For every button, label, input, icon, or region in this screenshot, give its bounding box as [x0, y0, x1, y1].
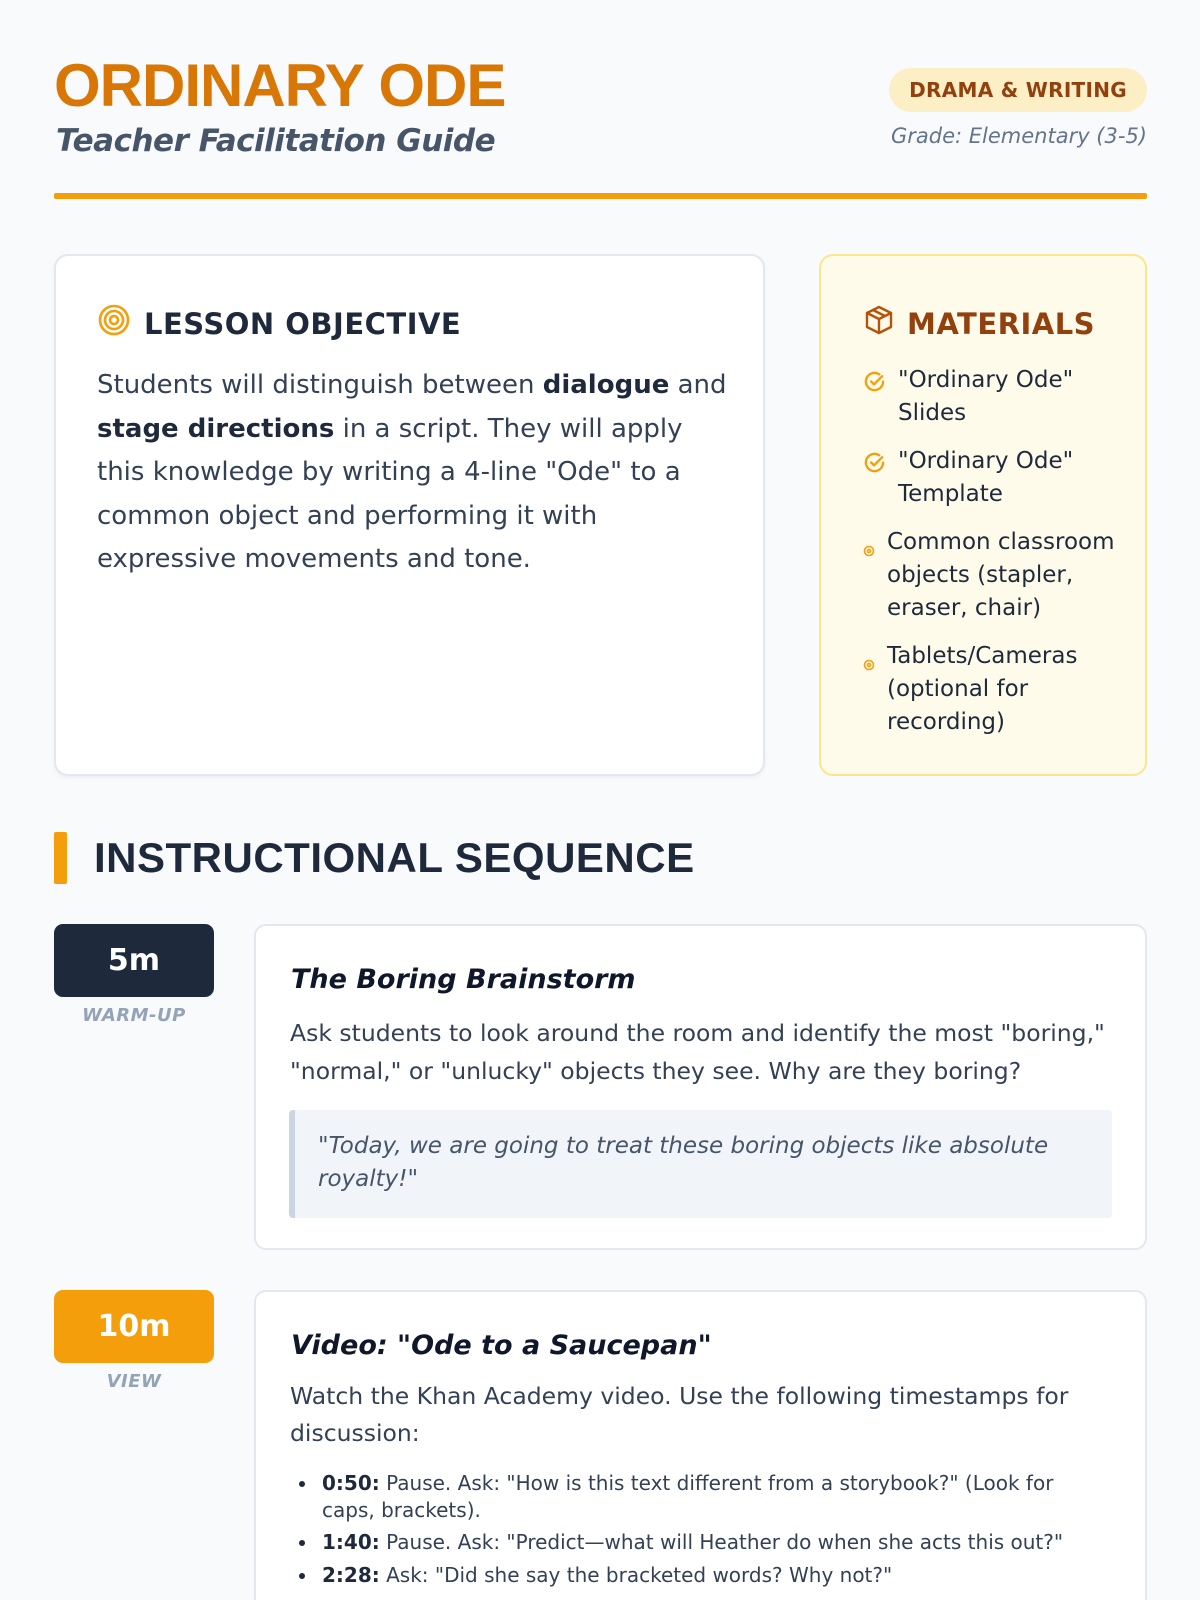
materials-item-label: "Ordinary Ode" Slides [898, 367, 1074, 426]
timestamp-item [296, 1529, 1096, 1556]
step-description: Watch the Khan Academy video. Use the following timestamps for discussion: [290, 1382, 1069, 1447]
materials-heading: MATERIALS [907, 306, 1096, 341]
page-subtitle: Teacher Facilitation Guide [56, 123, 496, 159]
page-title: ORDINARY ODE [54, 52, 506, 119]
objective-term-stage-directions: stage directions [97, 413, 335, 444]
step-phase-label: VIEW [106, 1371, 162, 1392]
subject-badge: DRAMA & WRITING [889, 68, 1147, 112]
target-icon [98, 304, 130, 343]
materials-item-label: "Ordinary Ode" Template [898, 448, 1074, 507]
materials-item [863, 640, 1133, 739]
step-title: The Boring Brainstorm [291, 964, 636, 995]
teacher-quote: "Today, we are going to treat these boring objects like absolute royalty!" [289, 1110, 1112, 1218]
timestamp: 1:40: [322, 1530, 380, 1554]
timestamp-item [296, 1470, 1096, 1523]
circle-bullet-icon [863, 648, 875, 681]
objective-card [54, 254, 765, 776]
timestamp-text: Ask: "Did she say the bracketed words? Why not?" [379, 1562, 893, 1587]
objective-text-part: in a script. They will apply this knowledge by writing a 4-line "Ode" to a common object and performing it with expressive movements and tone. [97, 413, 683, 574]
timestamp: 2:28: [322, 1562, 380, 1587]
circle-bullet-icon [863, 534, 875, 567]
materials-item-label: Tablets/Cameras (optional for recording) [887, 643, 1078, 735]
step-title: Video: "Ode to a Saucepan" [291, 1330, 712, 1361]
materials-item [863, 445, 1133, 511]
step-card [254, 924, 1147, 1250]
timestamp-text: Pause. Ask: "Predict—what will Heather do when she acts this out?" [379, 1530, 1064, 1554]
check-circle-icon [863, 451, 886, 484]
materials-item [863, 526, 1133, 625]
grade-level: Grade: Elementary (3-5) [890, 124, 1147, 148]
step-phase-label: WARM-UP [82, 1005, 186, 1026]
objective-term-dialogue: dialogue [542, 370, 670, 400]
materials-card [819, 254, 1147, 776]
lesson-page [54, 0, 1147, 1600]
section-heading: INSTRUCTIONAL SEQUENCE [94, 834, 695, 881]
check-circle-icon [863, 370, 886, 403]
timestamp-item [296, 1562, 1096, 1589]
objective-heading: LESSON OBJECTIVE [144, 306, 462, 341]
header-divider [54, 193, 1147, 199]
objective-text-part: Students will distinguish between [97, 370, 543, 400]
timestamp-list [296, 1470, 1096, 1594]
timestamp-text: Pause. Ask: "How is this text different from a storybook?" (Look for caps, brackets). [322, 1471, 1054, 1522]
step-card [254, 1290, 1147, 1600]
objective-header [98, 304, 461, 343]
objective-text [97, 364, 737, 582]
materials-list [863, 364, 1133, 754]
section-accent-bar [54, 832, 67, 884]
materials-header [863, 304, 1095, 343]
timestamp: 0:50: [322, 1471, 380, 1495]
materials-item [863, 364, 1133, 430]
box-icon [863, 304, 895, 343]
step-duration-badge: 5m [54, 924, 214, 997]
step-description: Ask students to look around the room and identify the most "boring," "normal," or "unlucky" objects they see. Why are they boring? [290, 1019, 1105, 1085]
objective-text-part: and [669, 370, 727, 400]
step-duration-badge: 10m [54, 1290, 214, 1363]
materials-item-label: Common classroom objects (stapler, eraser, chair) [887, 529, 1115, 621]
